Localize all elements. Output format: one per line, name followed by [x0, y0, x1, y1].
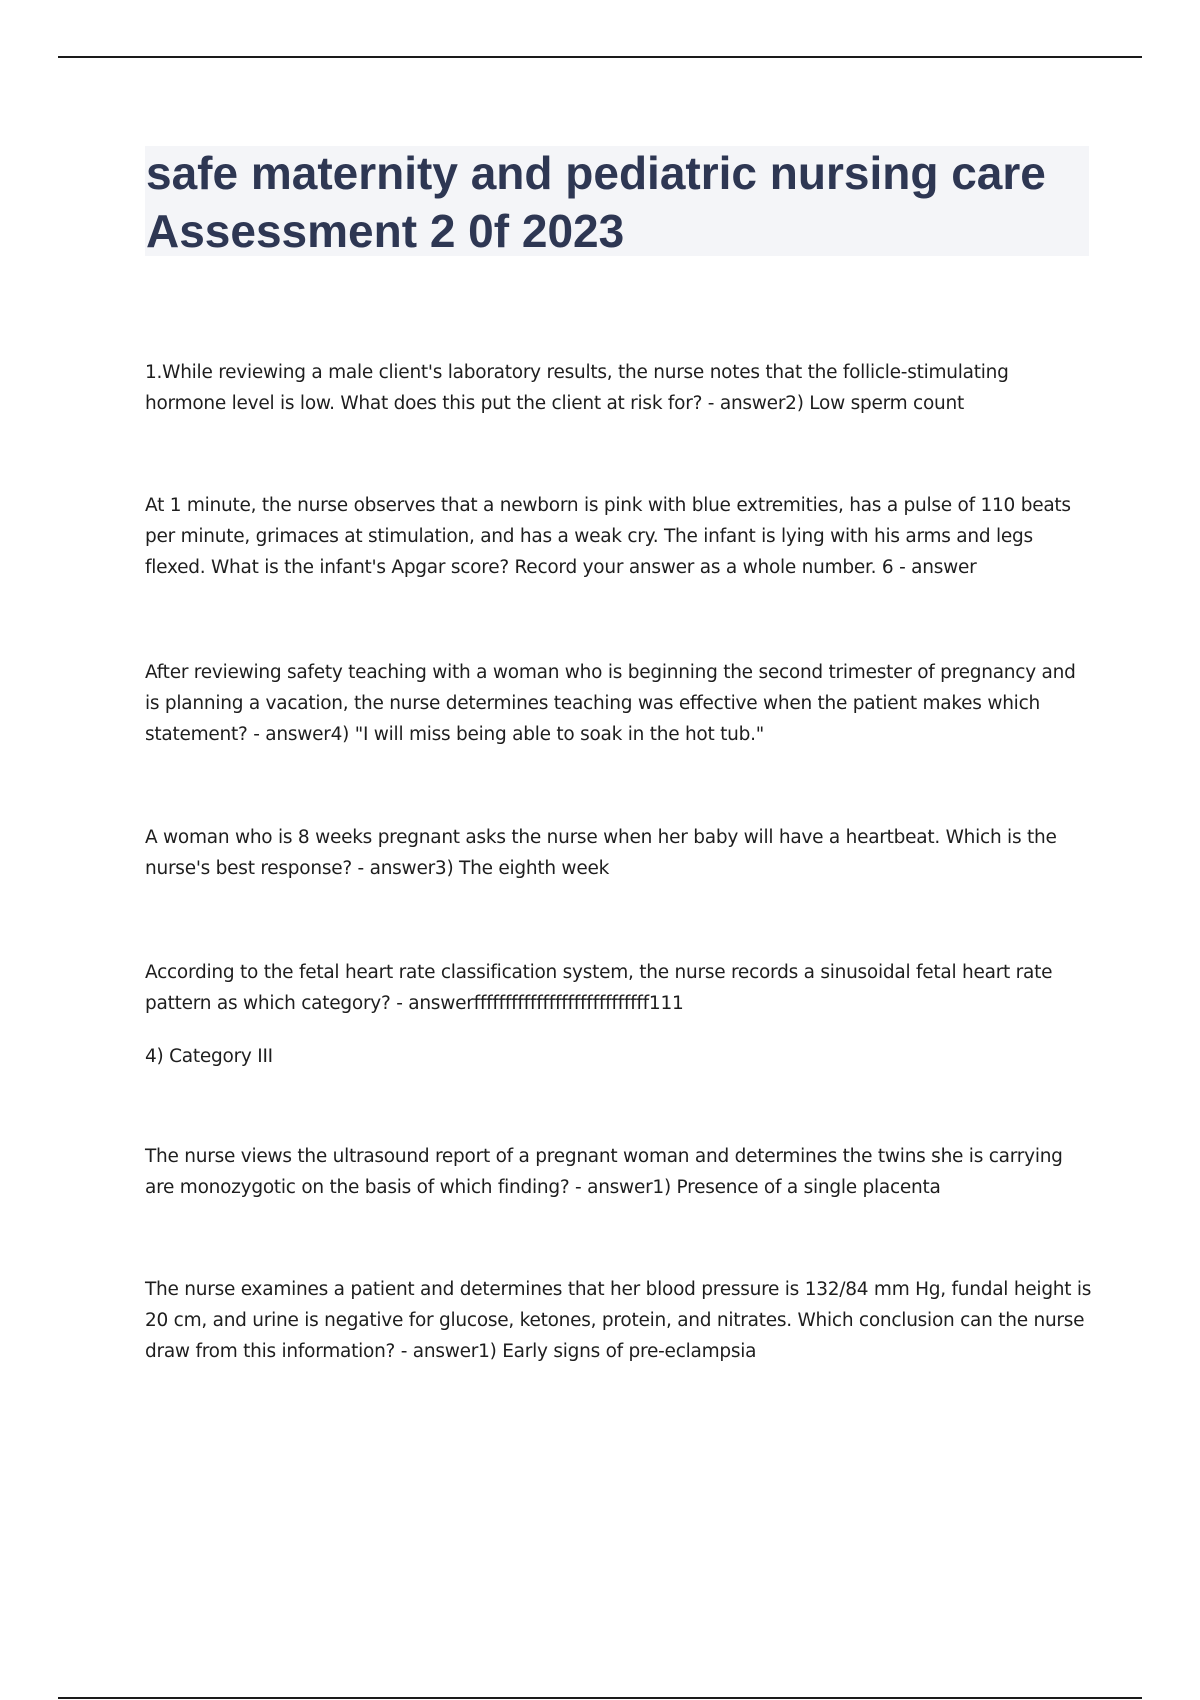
question-4: A woman who is 8 weeks pregnant asks the nurse when her baby will have a heartbeat. Which is the nurse's best response? - answer3) The eighth week: [145, 827, 1057, 879]
question-3: After reviewing safety teaching with a woman who is beginning the second trimester of pregnancy and is planning a vacation, the nurse determines teaching was effective when the patient makes which statement? - answer4) "I will miss being able to soak in the hot tub.": [145, 662, 1076, 745]
question-5-answer: 4) Category III: [145, 1046, 273, 1067]
question-1: 1.While reviewing a male client's laboratory results, the nurse notes that the follicle-stimulating hormone level is low. What does this put the client at risk for? - answer2) Low sperm count: [145, 362, 1009, 414]
bottom-rule: [58, 1697, 1142, 1699]
question-2: At 1 minute, the nurse observes that a newborn is pink with blue extremities, has a pulse of 110 beats per minute, grimaces at stimulation, and has a weak cry. The infant is lying with his arms and legs flexed. What is the infant's Apgar score? Record your answer as a whole number. 6 - answer: [145, 495, 1071, 578]
question-5: [145, 957, 1095, 1072]
page-title: safe maternity and pediatric nursing care Assessment 2 0f 2023: [146, 147, 1046, 257]
question-6: The nurse views the ultrasound report of a pregnant woman and determines the twins she is carrying are monozygotic on the basis of which finding? - answer1) Presence of a single placenta: [145, 1146, 1063, 1198]
question-7: The nurse examines a patient and determines that her blood pressure is 132/84 mm Hg, fundal height is 20 cm, and urine is negative for glucose, ketones, protein, and nitrates. Which conclusion can the nurse draw from this information? - answer1) Early signs of pre-eclampsia: [145, 1279, 1092, 1362]
top-rule: [58, 56, 1142, 58]
question-5-text: According to the fetal heart rate classification system, the nurse records a sinusoidal fetal heart rate pattern as which category? - answerffffffffffffffffffffffffffff111: [145, 962, 1053, 1014]
